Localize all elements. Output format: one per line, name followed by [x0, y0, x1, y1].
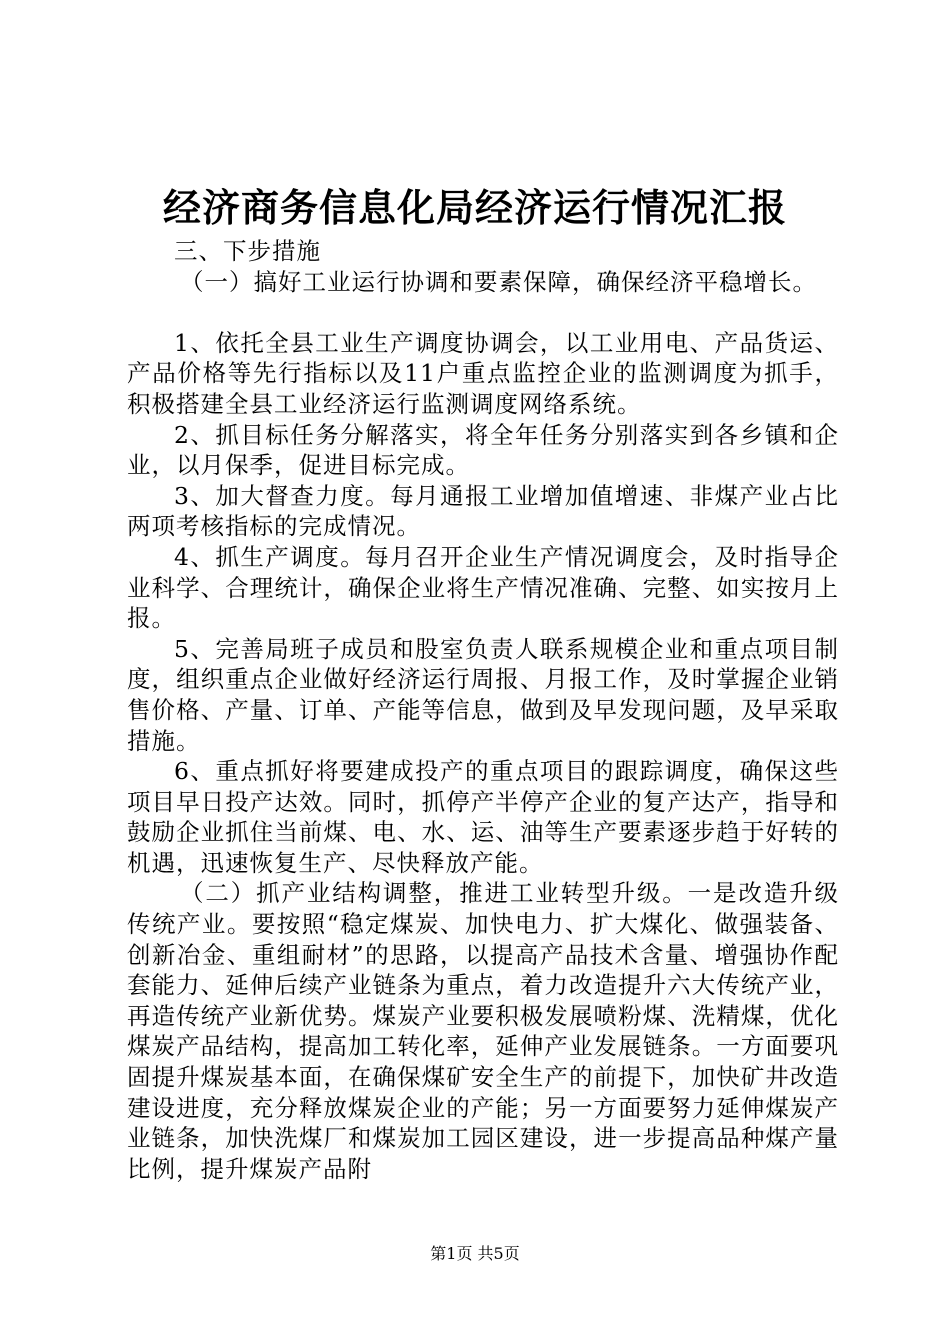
paragraph-3: 3、加大督查力度。每月通报工业增加值增速、非煤产业占比两项考核指标的完成情况。: [127, 481, 839, 541]
document-body: [127, 236, 839, 1184]
page-number-footer: 第1页 共5页: [430, 1244, 520, 1263]
section-heading: 三、下步措施: [174, 237, 321, 265]
document-title: 经济商务信息化局经济运行情况汇报: [162, 185, 787, 230]
paragraph-4: 4、抓生产调度。每月召开企业生产情况调度会，及时指导企业科学、合理统计，确保企业将生产情况准确、完整、如实按月上报。: [127, 542, 839, 633]
paragraph-6: 6、重点抓好将要建成投产的重点项目的跟踪调度，确保这些项目早日投产达效。同时，抓停产半停产企业的复产达产，指导和鼓励企业抓住当前煤、电、水、运、油等生产要素逐步趋于好转的机遇，迅速恢复生产、尽快释放产能。: [127, 757, 839, 877]
paragraph-5: 5、完善局班子成员和股室负责人联系规模企业和重点项目制度，组织重点企业做好经济运行周报、月报工作，及时掌握企业销售价格、产量、订单、产能等信息，做到及早发现问题，及早采取措施。: [127, 634, 839, 755]
paragraph-1: 1、依托全县工业生产调度协调会，以工业用电、产品货运、产品价格等先行指标以及11户重点监控企业的监测调度为抓手，积极搭建全县工业经济运行监测调度网络系统。: [127, 328, 839, 418]
subsection-2-paragraph: （二）抓产业结构调整，推进工业转型升级。一是改造升级传统产业。要按照“稳定煤炭、加快电力、扩大煤化、做强装备、创新冶金、重组耐材”的思路，以提高产品技术含量、增强协作配套能力、延伸后续产业链条为重点，着力改造提升六大传统产业，再造传统产业新优势。煤炭产业要积极发展喷粉煤、洗精煤，优化煤炭产品结构，提高加工转化率，延伸产业发展链条。一方面要巩固提升煤炭基本面，在确保煤矿安全生产的前提下，加快矿井改造建设进度，充分释放煤炭企业的产能；另一方面要努力延伸煤炭产业链条，加快洗煤厂和煤炭加工园区建设，进一步提高品种煤产量比例，提升煤炭产品附: [127, 879, 839, 1183]
subsection-heading-1: （一）搞好工业运行协调和要素保障，确保经济平稳增长。: [180, 267, 817, 296]
paragraph-2: 2、抓目标任务分解落实，将全年任务分别落实到各乡镇和企业，以月保季，促进目标完成。: [127, 420, 839, 480]
